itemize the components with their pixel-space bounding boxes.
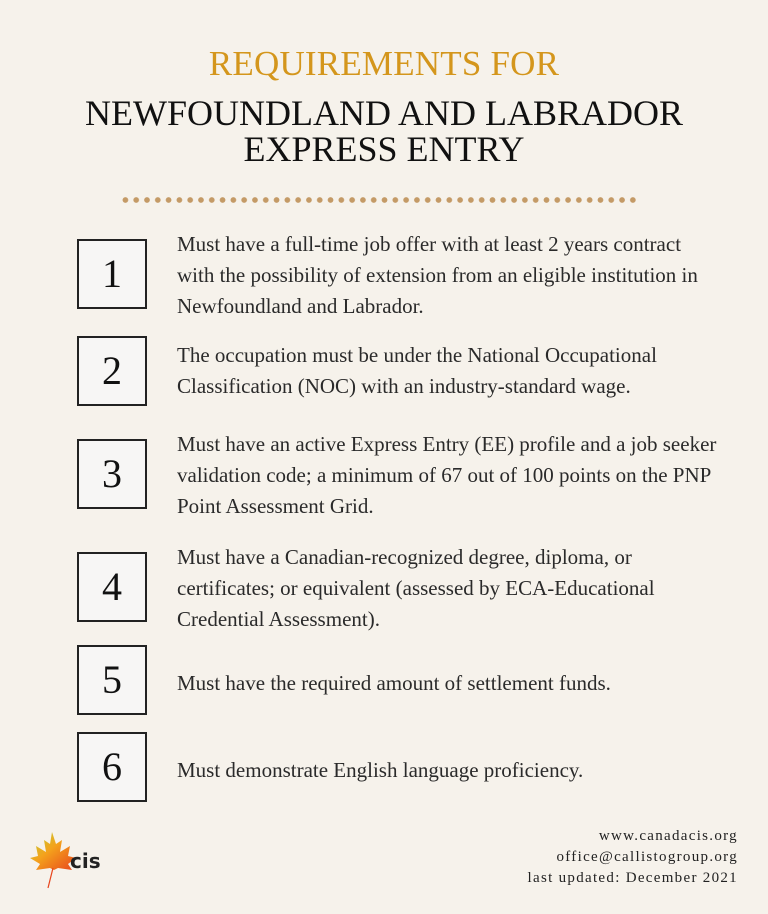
requirement-text: Must demonstrate English language proficiency. <box>177 758 584 782</box>
title-line-1: NEWFOUNDLAND AND LABRADOR <box>85 93 683 133</box>
svg-text:cis: cis <box>70 849 101 873</box>
last-updated: last updated: December 2021 <box>527 870 738 886</box>
title-top: REQUIREMENTS FOR <box>208 44 560 83</box>
number-box: 4 <box>77 552 147 622</box>
requirement-text: Must have a Canadian-recognized degree, diploma, or certificates; or equivalent (assessed by ECA-Educational Credential Assessment). <box>177 545 655 631</box>
number-box: 6 <box>77 732 147 802</box>
requirement-text: Must have a full-time job offer with at least 2 years contract with the possibility of extension from an eligible institution in Newfoundland and Labrador. <box>177 232 698 318</box>
maple-leaf-icon <box>26 830 116 890</box>
email-link[interactable]: office@callistogroup.org <box>556 849 738 865</box>
number-box: 5 <box>77 645 147 715</box>
cis-logo <box>26 830 116 890</box>
page-title <box>0 95 768 167</box>
requirement-text: Must have the required amount of settlement funds. <box>177 671 611 695</box>
requirement-text: Must have an active Express Entry (EE) profile and a job seeker validation code; a minimum of 67 out of 100 points on the PNP Point Assessment Grid. <box>177 432 717 518</box>
requirement-text: The occupation must be under the National Occupational Classification (NOC) with an industry-standard wage. <box>177 343 657 398</box>
title-line-2: EXPRESS ENTRY <box>243 129 525 169</box>
website-link[interactable]: www.canadacis.org <box>598 828 738 844</box>
number-box: 1 <box>77 239 147 309</box>
number-box: 2 <box>77 336 147 406</box>
dotted-divider <box>120 196 640 204</box>
number-box: 3 <box>77 439 147 509</box>
footer-contact <box>528 826 738 889</box>
